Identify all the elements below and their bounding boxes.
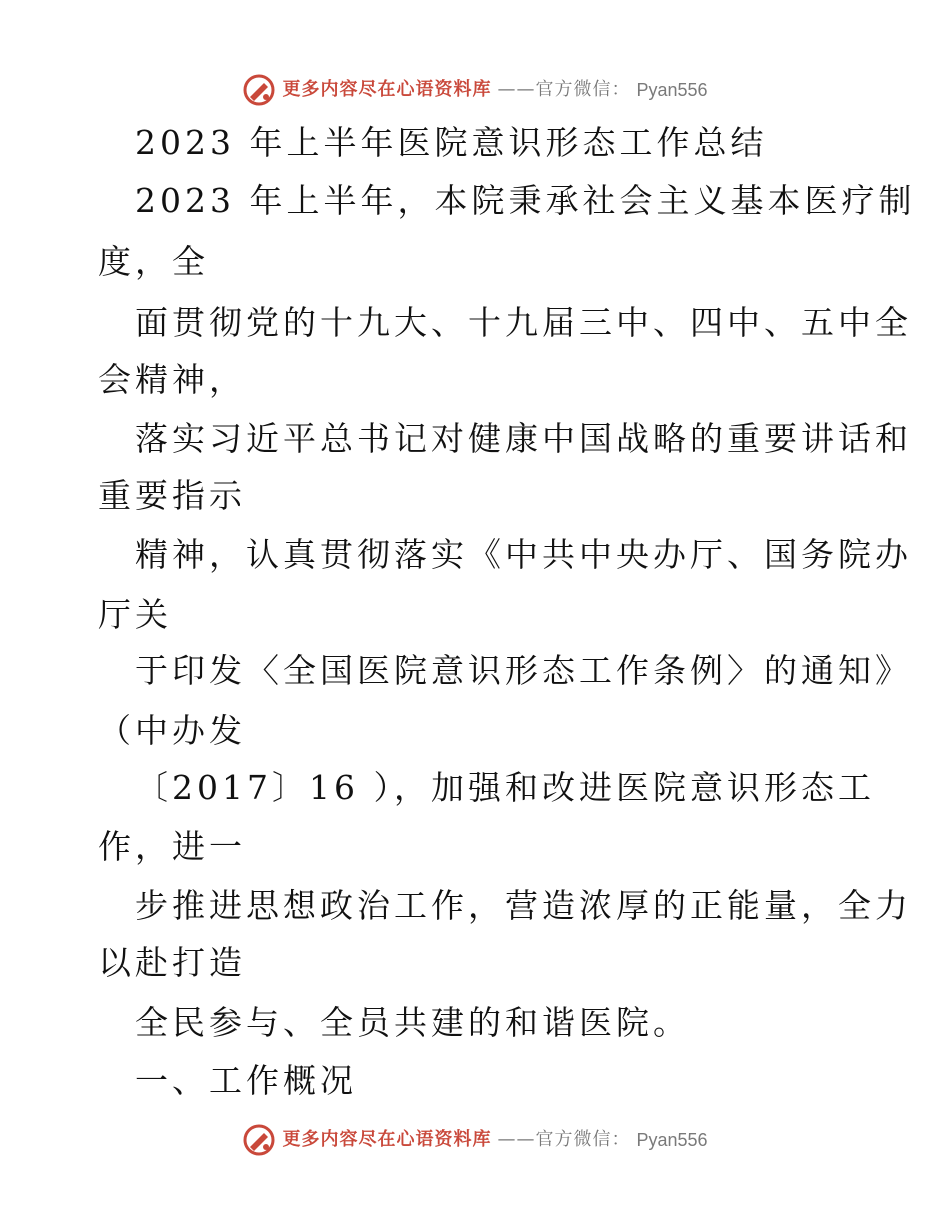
paragraph-line: （中办发 — [98, 711, 246, 750]
paragraph-line: 落实习近平总书记对健康中国战略的重要讲话和 — [135, 419, 912, 458]
paragraph-line: 度，全 — [98, 242, 209, 281]
header-watermark — [0, 70, 950, 110]
brand-logo-icon — [242, 1123, 276, 1157]
watermark-site-text: 更多内容尽在心语资料库 — [282, 79, 492, 100]
watermark-handle: Pyan556 — [636, 80, 708, 100]
brand-logo-icon — [242, 73, 276, 107]
paragraph-line: 精神，认真贯彻落实《中共中央办厅、国务院办 — [135, 535, 912, 574]
paragraph-line: 2023 年上半年，本院秉承社会主义基本医疗制 — [135, 181, 916, 220]
document-title: 2023 年上半年医院意识形态工作总结 — [135, 123, 768, 162]
paragraph-line: 会精神， — [98, 360, 246, 399]
section-heading: 一、工作概况 — [135, 1061, 357, 1100]
paragraph-line: 全民参与、全员共建的和谐医院。 — [135, 1003, 690, 1042]
watermark-site-text: 更多内容尽在心语资料库 — [282, 1129, 492, 1150]
paragraph-line: 面贯彻党的十九大、十九届三中、四中、五中全 — [135, 303, 912, 342]
paragraph-line: 以赴打造 — [98, 943, 246, 982]
paragraph-line: 作，进一 — [98, 827, 246, 866]
paragraph-line: 〔2017〕16 ），加强和改进医院意识形态工 — [135, 768, 875, 807]
watermark-dash-text: ——官方微信： — [497, 79, 631, 100]
watermark-dash-text: ——官方微信： — [497, 1129, 631, 1150]
paragraph-line: 于印发〈全国医院意识形态工作条例〉的通知》 — [135, 651, 912, 690]
watermark-handle: Pyan556 — [636, 1130, 708, 1150]
paragraph-line: 重要指示 — [98, 476, 246, 515]
paragraph-line: 步推进思想政治工作，营造浓厚的正能量，全力 — [135, 886, 912, 925]
paragraph-line: 厅关 — [98, 595, 172, 634]
footer-watermark — [0, 1120, 950, 1160]
